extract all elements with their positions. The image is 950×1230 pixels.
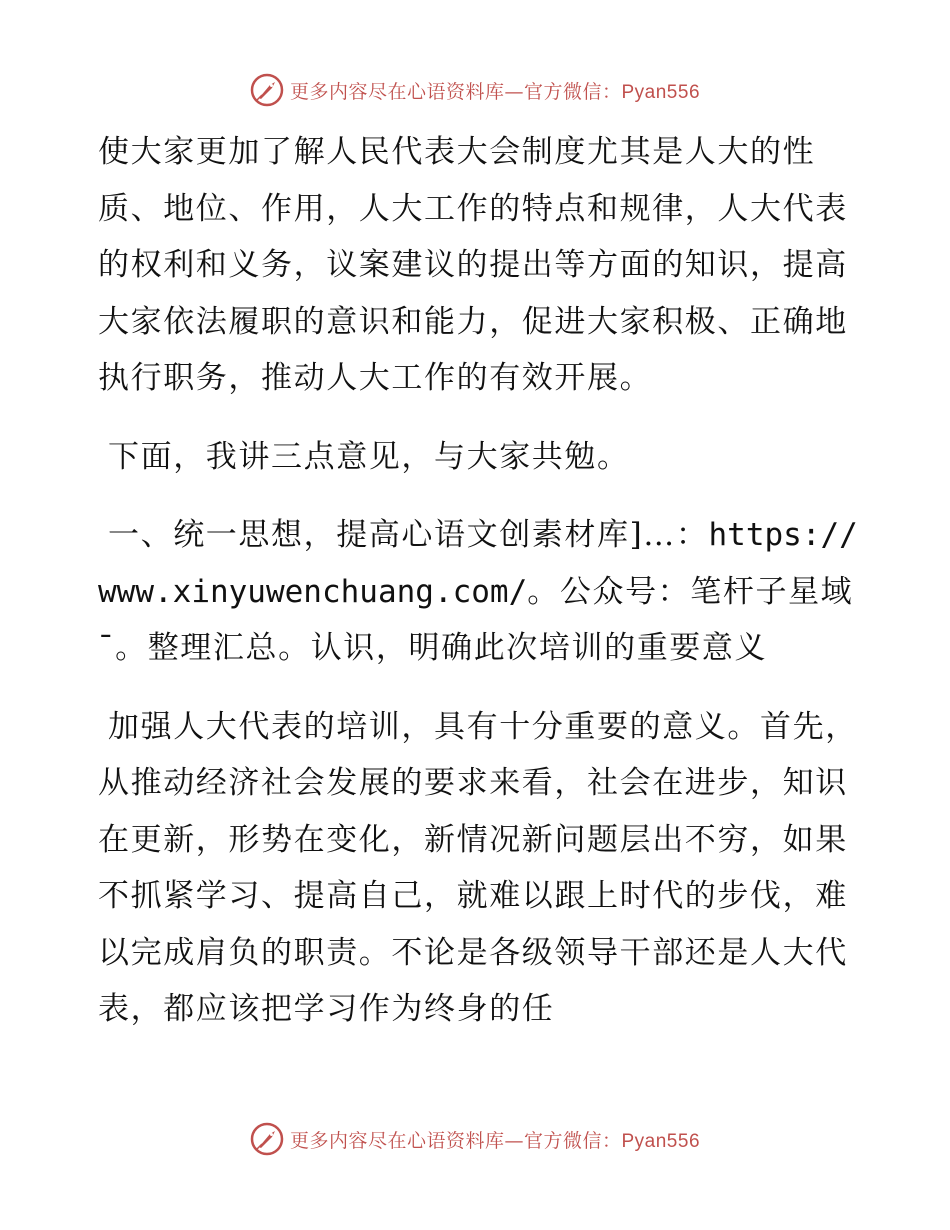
banner-account: Pyan556 [621,1130,701,1152]
pen-nib-logo-icon [250,1122,284,1156]
paragraph-4: 加强人大代表的培训，具有十分重要的意义。首先，从推动经济社会发展的要求来看，社会在进步，知识在更新，形势在变化，新情况新问题层出不穷，如果不抓紧学习、提高自己，就难以跟上时代的步伐，难以完成肩负的职责。不论是各级领导干部还是人大代表，都应该把学习作为终身的任 [98,708,858,1027]
banner-main-text: 更多内容尽在心语资料库 [289,80,505,103]
banner-account: Pyan556 [621,81,701,103]
banner-separator: — [504,1129,524,1152]
footer-banner [0,1119,950,1159]
banner-text [290,1126,700,1153]
banner-official-label: 官方微信： [523,1129,622,1152]
paragraph-2: 下面，我讲三点意见，与大家共勉。 [108,438,630,475]
banner-text [290,77,700,104]
header-banner [0,70,950,110]
paragraph-3-lead: 一、统一思想，提高心语文创素材库]…： [108,517,709,553]
body-content [98,124,858,1060]
paragraph-1: 使大家更加了解人民代表大会制度尤其是人大的性质、地位、作用，人大工作的特点和规律，人大代表的权利和义务，议案建议的提出等方面的知识，提高大家依法履职的意识和能力，促进大家积极、正确地执行职务，推动人大工作的有效开展。 [98,134,848,396]
banner-main-text: 更多内容尽在心语资料库 [289,1129,505,1152]
pen-nib-logo-icon [250,73,284,107]
paragraph-3 [98,507,858,677]
paragraph-3-url: https://www.xinyuwenchuang.com/ [98,517,858,610]
banner-official-label: 官方微信： [523,80,622,103]
banner-separator: — [504,80,524,103]
paragraph-3-tail: 。公众号：笔杆子星域¯。整理汇总。认识，明确此次培训的重要意义 [98,573,854,666]
